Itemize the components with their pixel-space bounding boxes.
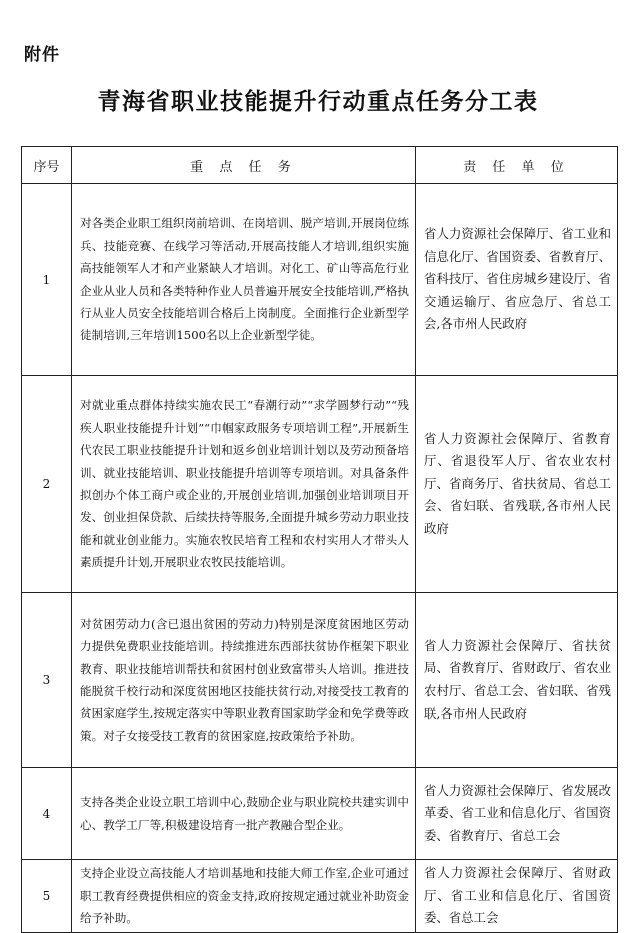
task-allocation-table: [21, 146, 618, 933]
table-header: [22, 147, 618, 184]
document-title: 青海省职业技能提升行动重点任务分工表: [97, 89, 539, 115]
table-row: [22, 593, 618, 768]
table-row: [22, 768, 618, 860]
row-number: 2: [22, 376, 72, 593]
row-task: 对各类企业职工组织岗前培训、在岗培训、脱产培训,开展岗位练兵、技能竞赛、在线学习等活动,开展高技能人才培训,组织实施高技能领军人才和产业紧缺人才培训。对化工、矿山等高危行业企业从业人员和各类特种作业人员普遍开展安全技能培训,严格执行从业人员安全技能培训合格后上岗制度。全面推行企业新型学徒制培训,三年培训1500名以上企业新型学徒。: [72, 184, 416, 376]
row-unit: 省人力资源社会保障厅、省扶贫局、省教育厅、省财政厅、省农业农村厅、省总工会、省妇联、省残联,各市州人民政府: [416, 593, 618, 768]
table-row: [22, 376, 618, 593]
header-task: 重 点 任 务: [72, 147, 416, 184]
row-task: 支持各类企业设立职工培训中心,鼓励企业与职业院校共建实训中心、教学工厂等,积极建设培育一批产教融合型企业。: [72, 768, 416, 860]
row-unit: 省人力资源社会保障厅、省发展改革委、省工业和信息化厅、省国资委、省教育厅、省总工会: [416, 768, 618, 860]
row-task: 对贫困劳动力(含已退出贫困的劳动力)特别是深度贫困地区劳动力提供免费职业技能培训。持续推进东西部扶贫协作框架下职业教育、职业技能培训帮扶和贫困村创业致富带头人培训。推进技能脱贫千校行动和深度贫困地区技能扶贫行动,对接受技工教育的贫困家庭学生,按规定落实中等职业教育国家助学金和免学费等政策。对子女接受技工教育的贫困家庭,按政策给予补助。: [72, 593, 416, 768]
header-no: 序号: [22, 147, 72, 184]
row-number: 3: [22, 593, 72, 768]
row-unit: 省人力资源社会保障厅、省工业和信息化厅、省国资委、省教育厅、省科技厅、省住房城乡建设厅、省交通运输厅、省应急厅、省总工会,各市州人民政府: [416, 184, 618, 376]
row-number: 1: [22, 184, 72, 376]
table-body: [22, 184, 618, 933]
row-task: 支持企业设立高技能人才培训基地和技能大师工作室,企业可通过职工教育经费提供相应的资金支持,政府按规定通过就业补助资金给予补助。: [72, 860, 416, 933]
row-unit: 省人力资源社会保障厅、省教育厅、省退役军人厅、省农业农村厅、省商务厅、省扶贫局、省总工会、省妇联、省残联,各市州人民政府: [416, 376, 618, 593]
table-row: [22, 184, 618, 376]
row-unit: 省人力资源社会保障厅、省财政厅、省工业和信息化厅、省国资委、省总工会: [416, 860, 618, 933]
header-unit: 责 任 单 位: [416, 147, 618, 184]
row-task: 对就业重点群体持续实施农民工“春潮行动”“求学圆梦行动”“残疾人职业技能提升计划”“巾帼家政服务专项培训工程”,开展新生代农民工职业技能提升计划和返乡创业培训计划以及劳动预备培训、就业技能培训、职业技能提升培训等专项培训。对具备条件拟创办个体工商户或企业的,开展创业培训,加强创业培训项目开发、创业担保贷款、后续扶持等服务,全面提升城乡劳动力职业技能和就业创业能力。实施农牧民培育工程和农村实用人才带头人素质提升计划,开展职业农牧民技能培训。: [72, 376, 416, 593]
attachment-label: 附件: [24, 45, 60, 65]
table-row: [22, 860, 618, 933]
row-number: 4: [22, 768, 72, 860]
row-number: 5: [22, 860, 72, 933]
